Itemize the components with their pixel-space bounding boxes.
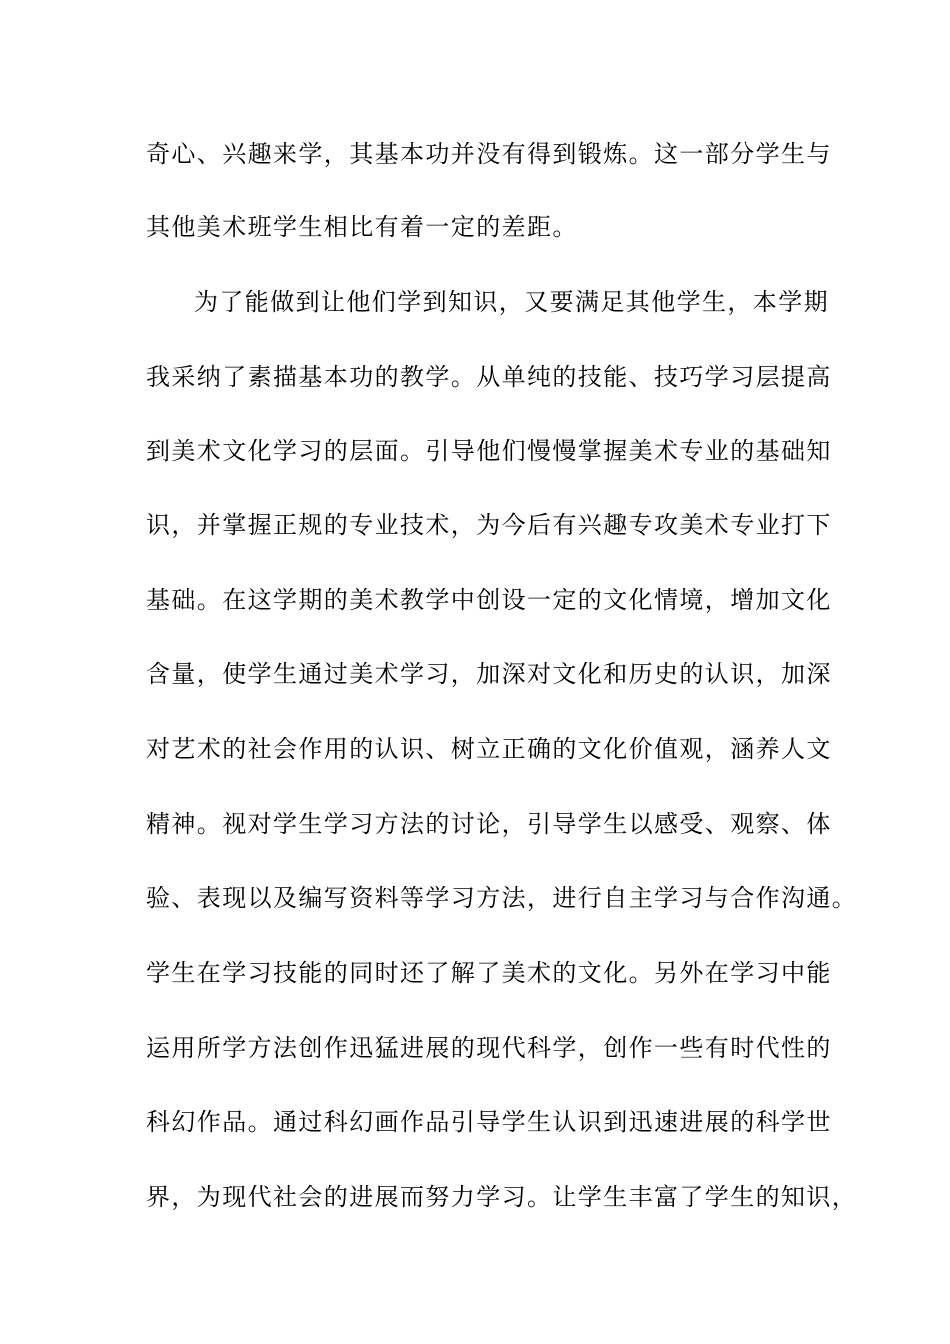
text-line: 对艺术的社会作用的认识、树立正确的文化价值观，涵养人文 [146,735,832,763]
text-line: 运用所学方法创作迅猛进展的现代科学，创作一些有时代性的 [146,1034,832,1062]
text-line: 界，为现代社会的进展而努力学习。让学生丰富了学生的知识， [146,1183,858,1211]
text-line: 识，并掌握正规的专业技术，为今后有兴趣专攻美术专业打下 [146,511,832,539]
text-line: 奇心、兴趣来学，其基本功并没有得到锻炼。这一部分学生与 [146,140,832,168]
text-line: 我采纳了素描基本功的教学。从单纯的技能、技巧学习层提高 [146,363,832,391]
text-line: 学生在学习技能的同时还了解了美术的文化。另外在学习中能 [146,959,832,987]
text-line: 科幻作品。通过科幻画作品引导学生认识到迅速进展的科学世 [146,1108,832,1136]
text-line: 含量，使学生通过美术学习，加深对文化和历史的认识，加深 [146,660,832,688]
text-line: 基础。在这学期的美术教学中创设一定的文化情境，增加文化 [146,586,832,614]
paragraph-start-line: 为了能做到让他们学到知识，又要满足其他学生，本学期 [194,288,829,316]
text-line: 到美术文化学习的层面。引导他们慢慢掌握美术专业的基础知 [146,437,832,465]
text-line: 其他美术班学生相比有着一定的差距。 [146,213,578,241]
text-line: 精神。视对学生学习方法的讨论，引导学生以感受、观察、体 [146,810,832,838]
text-line: 验、表现以及编写资料等学习方法，进行自主学习与合作沟通。 [146,884,858,912]
